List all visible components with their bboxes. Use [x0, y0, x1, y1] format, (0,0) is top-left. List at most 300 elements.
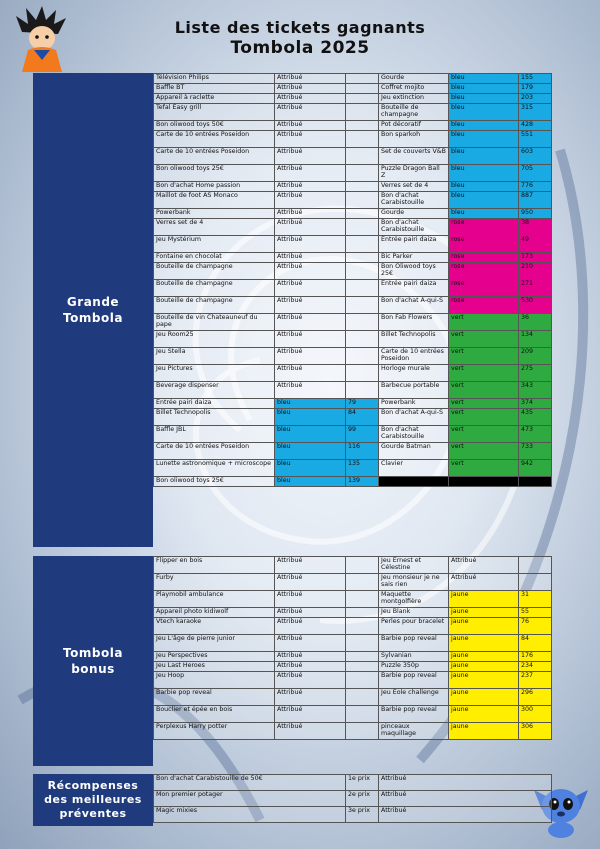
table-row — [154, 297, 552, 314]
prize-name: Bon oliwood toys 50€ — [154, 121, 275, 131]
prize-status: Attribué — [379, 791, 552, 807]
ticket-number: 210 — [519, 263, 552, 280]
ticket-number: 733 — [519, 443, 552, 460]
ticket-color: Attribué — [275, 121, 346, 131]
table-row — [154, 331, 552, 348]
ticket-number: 234 — [519, 662, 552, 672]
table-row — [154, 672, 552, 689]
ticket-color: jaune — [449, 723, 519, 740]
section-label-line: Tombola — [63, 646, 123, 660]
ticket-color: Attribué — [275, 608, 346, 618]
ticket-number — [346, 706, 379, 723]
prize-name: Bon Oliwood toys 25€ — [379, 263, 449, 280]
table-row — [154, 165, 552, 182]
ticket-color: rose — [449, 297, 519, 314]
prize-name: Bic Parker — [379, 253, 449, 263]
table-row — [154, 662, 552, 672]
ticket-color: Attribué — [275, 706, 346, 723]
ticket-color: Attribué — [275, 662, 346, 672]
ticket-number: 76 — [519, 618, 552, 635]
ticket-color: bleu — [275, 443, 346, 460]
ticket-color: Attribué — [275, 219, 346, 236]
prize-name: Bon d'achat Carabistouille de 50€ — [154, 775, 346, 791]
ticket-color: Attribué — [275, 280, 346, 297]
ticket-number: 705 — [519, 165, 552, 182]
ticket-number — [346, 608, 379, 618]
section-label-line: Grande — [66, 295, 120, 309]
ticket-number — [346, 104, 379, 121]
section-label-line: Récompenses — [47, 779, 139, 792]
ticket-number — [519, 574, 552, 591]
ticket-number: 173 — [519, 253, 552, 263]
table-row — [154, 443, 552, 460]
table-row — [154, 608, 552, 618]
ticket-color: jaune — [449, 652, 519, 662]
ticket-number: 99 — [346, 426, 379, 443]
table-row — [154, 314, 552, 331]
ticket-color: jaune — [449, 618, 519, 635]
prize-rank: 2e prix — [346, 791, 379, 807]
prize-name: Jeu Pictures — [154, 365, 275, 382]
ticket-color: Attribué — [275, 365, 346, 382]
ticket-color: vert — [449, 348, 519, 365]
table-row — [154, 382, 552, 399]
ticket-number: 155 — [519, 74, 552, 84]
table-row — [154, 365, 552, 382]
prize-name: Appareil à raclette — [154, 94, 275, 104]
prize-name: Furby — [154, 574, 275, 591]
ticket-color: Attribué — [275, 723, 346, 740]
ticket-number — [346, 209, 379, 219]
prize-name: Magic mixies — [154, 807, 346, 823]
prize-name: Playmobil ambulance — [154, 591, 275, 608]
ticket-number — [346, 121, 379, 131]
ticket-color: vert — [449, 399, 519, 409]
ticket-number: 275 — [519, 365, 552, 382]
ticket-color: Attribué — [275, 236, 346, 253]
prize-name: Jeu Blank — [379, 608, 449, 618]
ticket-color: rose — [449, 253, 519, 263]
ticket-number: 79 — [346, 399, 379, 409]
table-row — [154, 74, 552, 84]
table-row — [154, 209, 552, 219]
ticket-number — [346, 297, 379, 314]
prize-name: Jeu Ernest et Célestine — [379, 557, 449, 574]
section-label-line: préventes — [59, 807, 127, 820]
prize-name: Baffle JBL — [154, 426, 275, 443]
table-row — [154, 84, 552, 94]
ticket-color: jaune — [449, 706, 519, 723]
prize-name: Vtech karaoke — [154, 618, 275, 635]
ticket-number: 306 — [519, 723, 552, 740]
prize-name: Verres set de 4 — [379, 182, 449, 192]
ticket-number — [346, 557, 379, 574]
prize-name: Perles pour bracelet — [379, 618, 449, 635]
ticket-number — [346, 574, 379, 591]
section-label-line: Tombola — [63, 311, 123, 325]
ticket-color: Attribué — [275, 263, 346, 280]
prize-name: Mon premier potager — [154, 791, 346, 807]
table-row — [154, 409, 552, 426]
prize-name: Baffle BT — [154, 84, 275, 94]
prize-name: Gourde — [379, 74, 449, 84]
ticket-number: 84 — [519, 635, 552, 652]
ticket-color: vert — [449, 409, 519, 426]
ticket-number: 315 — [519, 104, 552, 121]
table-row — [154, 182, 552, 192]
ticket-number — [346, 652, 379, 662]
prize-name: Barbecue portable — [379, 382, 449, 399]
prize-name: Jeu extinction — [379, 94, 449, 104]
prize-name: Gourde Batman — [379, 443, 449, 460]
ticket-color: bleu — [449, 121, 519, 131]
ticket-number: 343 — [519, 382, 552, 399]
prize-name: Coffret mojito — [379, 84, 449, 94]
ticket-color: Attribué — [275, 148, 346, 165]
ticket-number: 603 — [519, 148, 552, 165]
section-label-line: des meilleures — [44, 793, 142, 806]
prize-name: Bouteille de vin Chateauneuf du pape — [154, 314, 275, 331]
ticket-number: 473 — [519, 426, 552, 443]
table-row — [154, 148, 552, 165]
ticket-number: 135 — [346, 460, 379, 477]
recompenses-table — [153, 774, 552, 823]
prize-status: Attribué — [379, 807, 552, 823]
ticket-number — [346, 219, 379, 236]
section-label-grande-tombola — [33, 73, 153, 547]
ticket-color: jaune — [449, 591, 519, 608]
ticket-number: 950 — [519, 209, 552, 219]
table-row — [154, 121, 552, 131]
ticket-number: 776 — [519, 182, 552, 192]
ticket-number: 271 — [519, 280, 552, 297]
ticket-color: vert — [449, 314, 519, 331]
prize-name: Bon oliwood toys 25€ — [154, 165, 275, 182]
ticket-number — [519, 557, 552, 574]
prize-name: Verres set de 4 — [154, 219, 275, 236]
prize-name: Bon oliwood toys 25€ — [154, 477, 275, 487]
ticket-color: Attribué — [275, 74, 346, 84]
ticket-color: bleu — [275, 409, 346, 426]
page-subtitle: Tombola 2025 — [230, 38, 370, 58]
grande-tombola-table — [153, 73, 552, 487]
ticket-number: 435 — [519, 409, 552, 426]
prize-name: Bon Fab Flowers — [379, 314, 449, 331]
prize-name: Powerbank — [379, 399, 449, 409]
ticket-color: rose — [449, 236, 519, 253]
prize-name: Jeu L'âge de pierre junior — [154, 635, 275, 652]
ticket-number: 38 — [519, 219, 552, 236]
ticket-number: 84 — [346, 409, 379, 426]
prize-name: Entrée pairi daiza — [379, 280, 449, 297]
ticket-color: bleu — [449, 131, 519, 148]
ticket-number — [346, 672, 379, 689]
ticket-color: Attribué — [275, 574, 346, 591]
ticket-number — [346, 591, 379, 608]
prize-name: Bouclier et épée en bois — [154, 706, 275, 723]
table-row — [154, 94, 552, 104]
ticket-color: Attribué — [275, 297, 346, 314]
prize-name: Jeu Room25 — [154, 331, 275, 348]
prize-name: Jeu Last Heroes — [154, 662, 275, 672]
table-row — [154, 280, 552, 297]
prize-name: Jeu Mystérium — [154, 236, 275, 253]
prize-name: Télévision Philips — [154, 74, 275, 84]
ticket-color: Attribué — [275, 253, 346, 263]
prize-name: Bouteille de champagne — [379, 104, 449, 121]
ticket-number — [346, 382, 379, 399]
prize-name: Jeu Eole challenge — [379, 689, 449, 706]
ticket-number — [346, 662, 379, 672]
ticket-color: rose — [449, 219, 519, 236]
prize-rank: 1e prix — [346, 775, 379, 791]
prize-name: Gourde — [379, 209, 449, 219]
ticket-number — [346, 314, 379, 331]
ticket-color: Attribué — [275, 192, 346, 209]
ticket-number — [346, 84, 379, 94]
ticket-color: Attribué — [275, 348, 346, 365]
ticket-number — [346, 236, 379, 253]
ticket-number: 942 — [519, 460, 552, 477]
prize-name: Bon d'achat Carabistouille — [379, 192, 449, 209]
ticket-number — [346, 348, 379, 365]
prize-name: Jeu Hoop — [154, 672, 275, 689]
prize-name: Bouteille de champagne — [154, 280, 275, 297]
prize-name: Bon d'achat Home passion — [154, 182, 275, 192]
ticket-color: bleu — [449, 94, 519, 104]
ticket-number — [346, 280, 379, 297]
ticket-color: Attribué — [275, 84, 346, 94]
prize-name: Carte de 10 entrées Poseidon — [379, 348, 449, 365]
ticket-color: bleu — [275, 426, 346, 443]
prize-name: Pot décoratif — [379, 121, 449, 131]
ticket-number — [346, 148, 379, 165]
ticket-color: vert — [449, 460, 519, 477]
prize-name: Maquette montgolfière — [379, 591, 449, 608]
prize-name: Clavier — [379, 460, 449, 477]
table-row — [154, 192, 552, 209]
table-row — [154, 399, 552, 409]
table-row — [154, 723, 552, 740]
prize-name: pinceaux maquillage — [379, 723, 449, 740]
ticket-color: bleu — [449, 84, 519, 94]
ticket-color: vert — [449, 443, 519, 460]
ticket-number: 36 — [519, 314, 552, 331]
ticket-color: Attribué — [275, 331, 346, 348]
prize-name: Barbie pop reveal — [154, 689, 275, 706]
prize-name: Billet Technopolis — [154, 409, 275, 426]
table-row — [154, 426, 552, 443]
ticket-color: bleu — [449, 182, 519, 192]
ticket-number — [519, 477, 552, 487]
prize-name: Lunette astronomique + microscope — [154, 460, 275, 477]
table-row — [154, 131, 552, 148]
prize-name: Flipper en bois — [154, 557, 275, 574]
prize-name: Jeu Stella — [154, 348, 275, 365]
table-row — [154, 236, 552, 253]
prize-name: Entrée pairi daiza — [379, 236, 449, 253]
ticket-number — [346, 365, 379, 382]
ticket-number — [346, 131, 379, 148]
table-row — [154, 253, 552, 263]
prize-name: Beverage dispenser — [154, 382, 275, 399]
ticket-color: Attribué — [275, 94, 346, 104]
prize-name: Barbie pop reveal — [379, 635, 449, 652]
ticket-color: bleu — [275, 477, 346, 487]
ticket-color: vert — [449, 331, 519, 348]
prize-name: Perplexus Harry potter — [154, 723, 275, 740]
ticket-color: Attribué — [275, 382, 346, 399]
ticket-color: Attribué — [449, 574, 519, 591]
table-row — [154, 591, 552, 608]
ticket-color: bleu — [449, 209, 519, 219]
ticket-color: Attribué — [275, 209, 346, 219]
ticket-number — [346, 618, 379, 635]
prize-name: Jeu Perspectives — [154, 652, 275, 662]
prize-name: Fontaine en chocolat — [154, 253, 275, 263]
prize-name: Carte de 10 entrées Poseidon — [154, 131, 275, 148]
ticket-number — [346, 165, 379, 182]
prize-name: Maillot de foot AS Monaco — [154, 192, 275, 209]
ticket-color: bleu — [449, 148, 519, 165]
prize-name: Powerbank — [154, 209, 275, 219]
ticket-number: 428 — [519, 121, 552, 131]
ticket-color: Attribué — [449, 557, 519, 574]
table-row — [154, 775, 552, 791]
table-row — [154, 348, 552, 365]
prize-name: Bon d'achat Carabistouille — [379, 426, 449, 443]
ticket-color: jaune — [449, 608, 519, 618]
ticket-number — [346, 689, 379, 706]
ticket-number: 116 — [346, 443, 379, 460]
ticket-color: bleu — [275, 399, 346, 409]
ticket-number: 49 — [519, 236, 552, 253]
ticket-color: jaune — [449, 662, 519, 672]
prize-name: Bon d'achat A-qui-S — [379, 409, 449, 426]
ticket-color: jaune — [449, 689, 519, 706]
ticket-color: Attribué — [275, 182, 346, 192]
ticket-color: bleu — [449, 165, 519, 182]
prize-name: Carte de 10 entrées Poseidon — [154, 148, 275, 165]
table-row — [154, 652, 552, 662]
ticket-number — [346, 635, 379, 652]
ticket-color: Attribué — [275, 165, 346, 182]
table-row — [154, 618, 552, 635]
ticket-number — [346, 331, 379, 348]
table-row — [154, 263, 552, 280]
ticket-number — [346, 263, 379, 280]
ticket-number — [346, 74, 379, 84]
ticket-number: 31 — [519, 591, 552, 608]
table-row — [154, 219, 552, 236]
ticket-number: 176 — [519, 652, 552, 662]
ticket-number: 55 — [519, 608, 552, 618]
prize-name: Carte de 10 entrées Poseidon — [154, 443, 275, 460]
prize-name: Puzzle 350p — [379, 662, 449, 672]
table-row — [154, 706, 552, 723]
prize-name: Bon d'achat Carabistouille — [379, 219, 449, 236]
ticket-color: vert — [449, 365, 519, 382]
ticket-number — [346, 182, 379, 192]
ticket-color: bleu — [275, 460, 346, 477]
table-row — [154, 689, 552, 706]
ticket-color: Attribué — [275, 672, 346, 689]
prize-name: Entrée pairi daiza — [154, 399, 275, 409]
prize-name: Appareil photo kidiwolf — [154, 608, 275, 618]
ticket-number: 300 — [519, 706, 552, 723]
prize-name: Horloge murale — [379, 365, 449, 382]
ticket-color: jaune — [449, 672, 519, 689]
prize-name: Bouteille de champagne — [154, 263, 275, 280]
table-row — [154, 104, 552, 121]
table-row — [154, 477, 552, 487]
ticket-number — [346, 253, 379, 263]
section-label-line: bonus — [71, 662, 115, 676]
ticket-number: 179 — [519, 84, 552, 94]
ticket-number: 237 — [519, 672, 552, 689]
tombola-bonus-table — [153, 556, 552, 740]
section-label-recompenses — [33, 774, 153, 826]
ticket-number: 551 — [519, 131, 552, 148]
ticket-color: vert — [449, 426, 519, 443]
prize-name: Barbie pop reveal — [379, 706, 449, 723]
page-title: Liste des tickets gagnants — [174, 18, 426, 37]
ticket-number — [346, 94, 379, 104]
table-row — [154, 635, 552, 652]
ticket-color: Attribué — [275, 131, 346, 148]
table-row — [154, 807, 552, 823]
prize-name: Bon sparkoh — [379, 131, 449, 148]
ticket-number: 209 — [519, 348, 552, 365]
ticket-color: Attribué — [275, 618, 346, 635]
table-row — [154, 557, 552, 574]
ticket-number: 134 — [519, 331, 552, 348]
prize-name: Billet Technopolis — [379, 331, 449, 348]
ticket-color: Attribué — [275, 591, 346, 608]
table-row — [154, 460, 552, 477]
ticket-color: rose — [449, 280, 519, 297]
ticket-number: 139 — [346, 477, 379, 487]
ticket-number: 296 — [519, 689, 552, 706]
ticket-color: Attribué — [275, 635, 346, 652]
ticket-color: jaune — [449, 635, 519, 652]
prize-name: Sylvanian — [379, 652, 449, 662]
ticket-color: Attribué — [275, 314, 346, 331]
ticket-color: Attribué — [275, 557, 346, 574]
ticket-color: bleu — [449, 192, 519, 209]
ticket-color: rose — [449, 263, 519, 280]
ticket-color: vert — [449, 382, 519, 399]
prize-rank: 3e prix — [346, 807, 379, 823]
ticket-number: 530 — [519, 297, 552, 314]
table-row — [154, 791, 552, 807]
prize-name: Jeu monsieur je ne sais rien — [379, 574, 449, 591]
ticket-color — [449, 477, 519, 487]
ticket-color: bleu — [449, 104, 519, 121]
ticket-number: 374 — [519, 399, 552, 409]
ticket-color: bleu — [449, 74, 519, 84]
ticket-color: Attribué — [275, 689, 346, 706]
ticket-number: 203 — [519, 94, 552, 104]
ticket-number — [346, 723, 379, 740]
prize-name: Bouteille de champagne — [154, 297, 275, 314]
prize-name: Bon d'achat A-qui-S — [379, 297, 449, 314]
prize-name: Puzzle Dragon Ball Z — [379, 165, 449, 182]
ticket-color: Attribué — [275, 104, 346, 121]
prize-name: Set de couverts V&B — [379, 148, 449, 165]
prize-name: Barbie pop reveal — [379, 672, 449, 689]
ticket-color: Attribué — [275, 652, 346, 662]
